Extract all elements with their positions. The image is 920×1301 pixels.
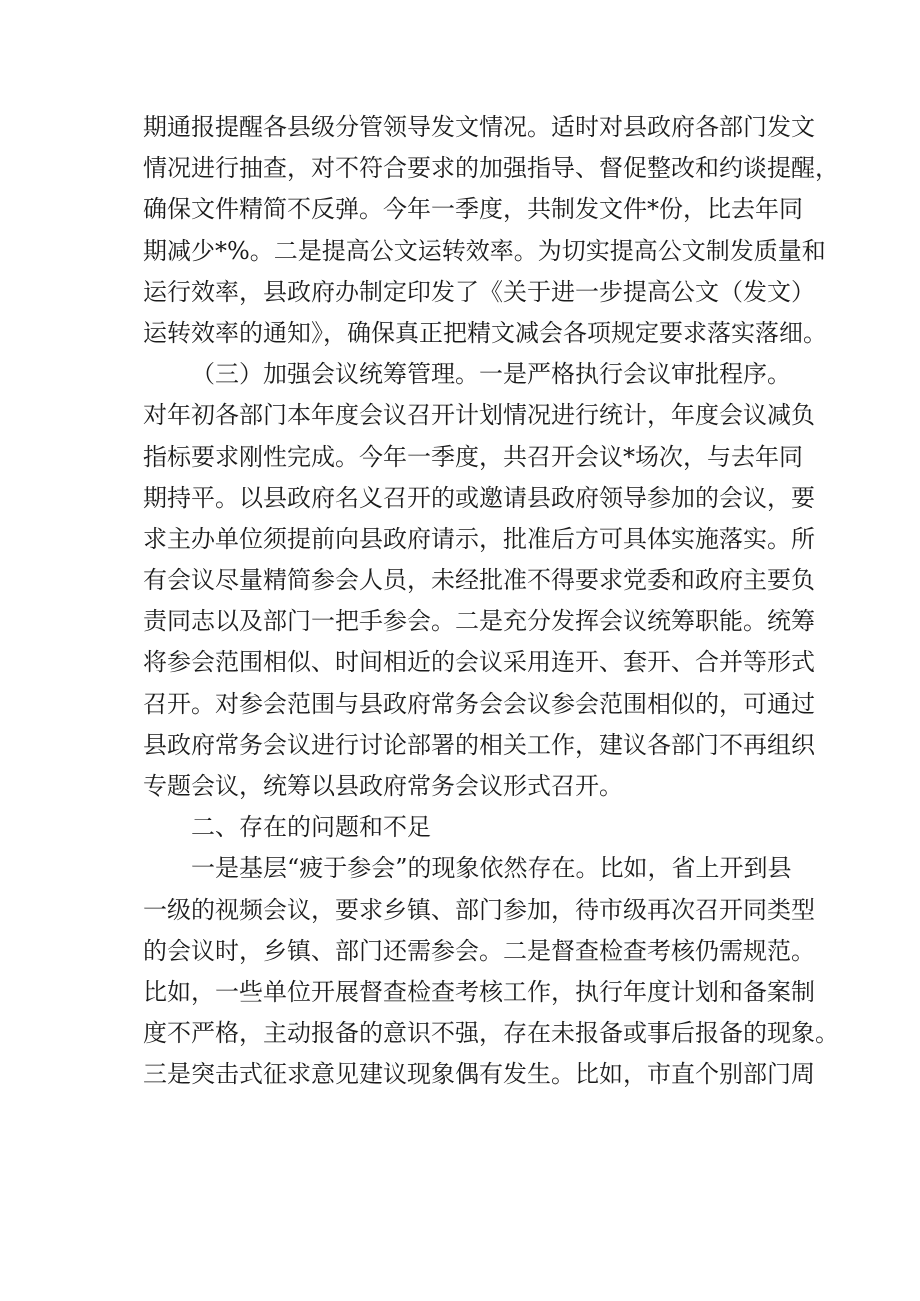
text-line: 比如，一些单位开展督查检查考核工作，执行年度计划和备案制 bbox=[143, 977, 815, 1006]
text-line: 对年初各部门本年度会议召开计划情况进行统计，年度会议减负 bbox=[143, 401, 815, 430]
text-line: 召开。对参会范围与县政府常务会会议参会范围相似的，可通过 bbox=[143, 689, 815, 718]
text-line: 指标要求刚性完成。今年一季度，共召开会议*场次，与去年同 bbox=[143, 442, 803, 471]
text-line: 期减少*%。二是提高公文运转效率。为切实提高公文制发质量和 bbox=[143, 236, 826, 265]
text-line: 专题会议，统筹以县政府常务会议形式召开。 bbox=[143, 772, 623, 800]
text-line: 运转效率的通知》，确保真正把精文减会各项规定要求落实落细。 bbox=[143, 318, 827, 347]
text-line: 将参会范围相似、时间相近的会议采用连开、套开、合并等形式 bbox=[143, 648, 815, 677]
text-line: 有会议尽量精简参会人员，未经批准不得要求党委和政府主要负 bbox=[143, 566, 815, 595]
text-line: 确保文件精简不反弹。今年一季度，共制发文件*份，比去年同 bbox=[143, 195, 803, 224]
text-line: 责同志以及部门一把手参会。二是充分发挥会议统筹职能。统筹 bbox=[143, 607, 815, 636]
text-line: 一级的视频会议，要求乡镇、部门参加，待市级再次召开同类型 bbox=[143, 895, 815, 924]
text-line: 求主办单位须提前向县政府请示，批准后方可具体实施落实。所 bbox=[143, 524, 815, 553]
document-body bbox=[143, 107, 839, 1096]
text-line: 一是基层“疲于参会”的现象依然存在。比如，省上开到县 bbox=[191, 854, 792, 883]
text-line: 情况进行抽查，对不符合要求的加强指导、督促整改和约谈提醒， bbox=[143, 154, 839, 183]
text-line: 三是突击式征求意见建议现象偶有发生。比如，市直个别部门周 bbox=[143, 1060, 815, 1089]
section-heading-line: （三）加强会议统筹管理。一是严格执行会议审批程序。 bbox=[191, 360, 791, 389]
section-heading: 二、存在的问题和不足 bbox=[191, 813, 431, 842]
text-line: 县政府常务会议进行讨论部署的相关工作，建议各部门不再组织 bbox=[143, 730, 815, 759]
text-line: 度不严格，主动报备的意识不强，存在未报备或事后报备的现象。 bbox=[143, 1019, 839, 1048]
text-line: 的会议时，乡镇、部门还需参会。二是督查检查考核仍需规范。 bbox=[143, 936, 815, 965]
text-line: 运行效率，县政府办制定印发了《关于进一步提高公文（发文） bbox=[143, 277, 815, 306]
text-line: 期持平。以县政府名义召开的或邀请县政府领导参加的会议，要 bbox=[143, 483, 815, 512]
text-line: 期通报提醒各县级分管领导发文情况。适时对县政府各部门发文 bbox=[143, 113, 815, 141]
